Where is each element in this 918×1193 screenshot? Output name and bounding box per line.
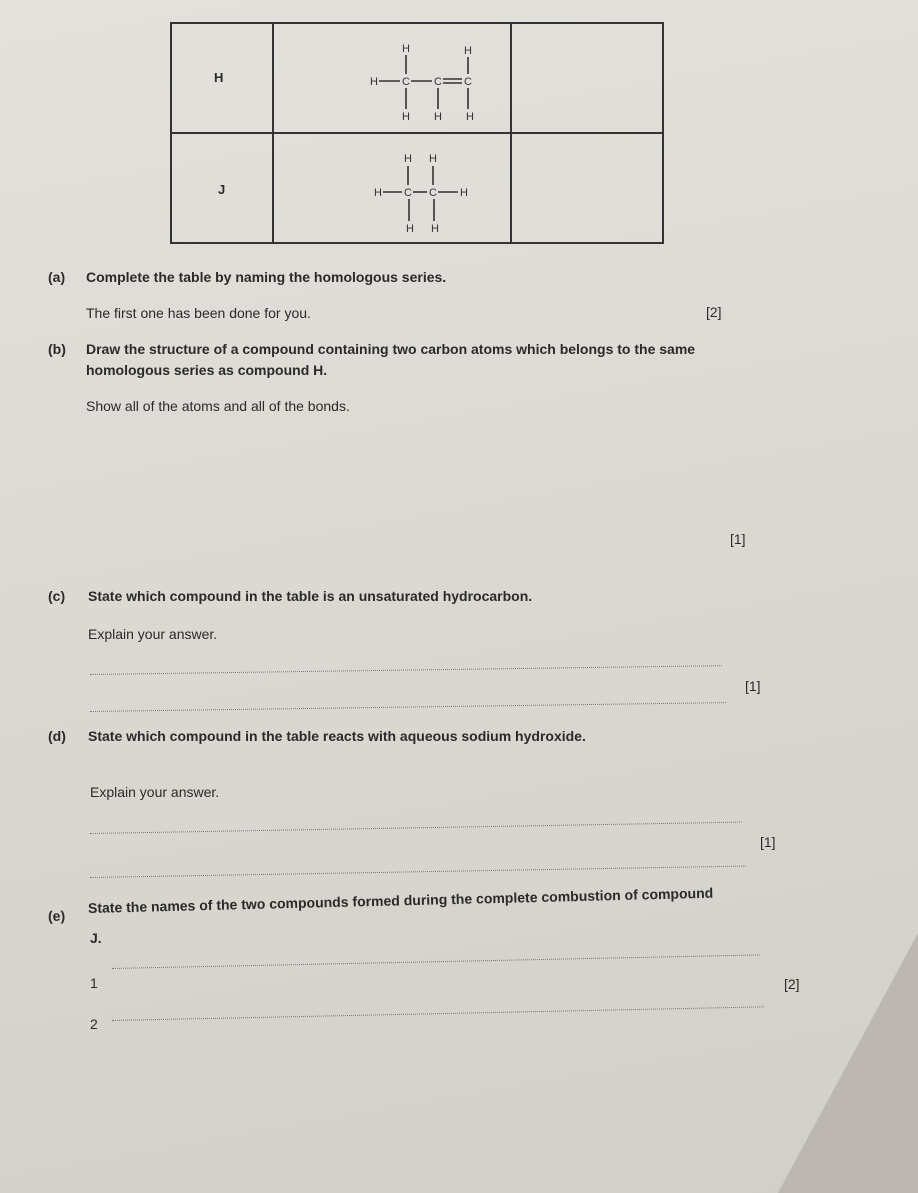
question-c-mark: [1]: [745, 678, 761, 694]
question-d-line1: State which compound in the table reacts with aqueous sodium hydroxide.: [88, 728, 586, 744]
atom-label: H: [434, 111, 442, 123]
page-corner-shadow: [778, 933, 918, 1193]
row-label-h: H: [214, 70, 224, 85]
atom-label: C: [404, 187, 412, 199]
question-b-label: (b): [48, 341, 66, 357]
question-e-item1: 1: [90, 975, 98, 991]
compound-table: [170, 22, 664, 244]
atom-label: H: [406, 223, 414, 235]
question-b-line3: Show all of the atoms and all of the bonds.: [86, 398, 350, 414]
question-a-label: (a): [48, 269, 66, 285]
question-b-line2: homologous series as compound H.: [86, 362, 328, 378]
table-column-divider: [272, 24, 274, 242]
question-c-line2: Explain your answer.: [88, 626, 218, 642]
structure-h: [362, 38, 492, 132]
atom-label: C: [434, 76, 442, 88]
question-a-line1: Complete the table by naming the homologous series.: [86, 269, 447, 285]
table-row-divider: [172, 132, 662, 134]
answer-line[interactable]: [90, 665, 722, 675]
atom-label: H: [431, 223, 439, 235]
question-c-label: (c): [48, 588, 66, 604]
question-a-line2: The first one has been done for you.: [86, 305, 311, 321]
question-c-line1: State which compound in the table is an unsaturated hydrocarbon.: [88, 588, 533, 604]
atom-label: H: [374, 187, 382, 199]
answer-line[interactable]: [90, 822, 742, 834]
question-d-mark: [1]: [760, 834, 776, 850]
row-label-j: J: [218, 182, 226, 197]
question-d-line2: Explain your answer.: [90, 784, 220, 800]
atom-label: C: [402, 76, 410, 88]
answer-line[interactable]: [90, 702, 726, 712]
atom-label: H: [404, 153, 412, 165]
question-e-line1: [88, 885, 714, 916]
atom-label: H: [402, 43, 410, 55]
answer-line-2[interactable]: [112, 1006, 764, 1021]
structure-j: [366, 146, 496, 240]
atom-label: H: [464, 45, 472, 57]
question-e-line1-pre: State the names of the: [87, 896, 242, 916]
answer-line-1[interactable]: [112, 954, 760, 969]
question-e-line1-emphasis: two: [241, 895, 266, 913]
question-e-mark: [2]: [784, 976, 800, 992]
question-e-line2: J.: [90, 930, 102, 946]
atom-label: C: [464, 76, 472, 88]
question-e-item2: 2: [90, 1016, 98, 1032]
atom-label: H: [370, 76, 378, 88]
table-column-divider: [510, 24, 512, 242]
question-b-mark: [1]: [730, 531, 746, 547]
atom-label: H: [460, 187, 468, 199]
question-e-label: (e): [47, 907, 66, 924]
atom-label: C: [429, 187, 437, 199]
answer-line[interactable]: [90, 866, 746, 878]
question-b-line1: Draw the structure of a compound containing two carbon atoms which belongs to the same: [86, 341, 696, 357]
atom-label: H: [429, 153, 437, 165]
atom-label: H: [402, 111, 410, 123]
question-d-label: (d): [48, 728, 66, 744]
question-a-mark: [2]: [706, 304, 722, 320]
question-e-line1-post: compounds formed during the complete combustion of compound: [265, 884, 714, 912]
atom-label: H: [466, 111, 474, 123]
